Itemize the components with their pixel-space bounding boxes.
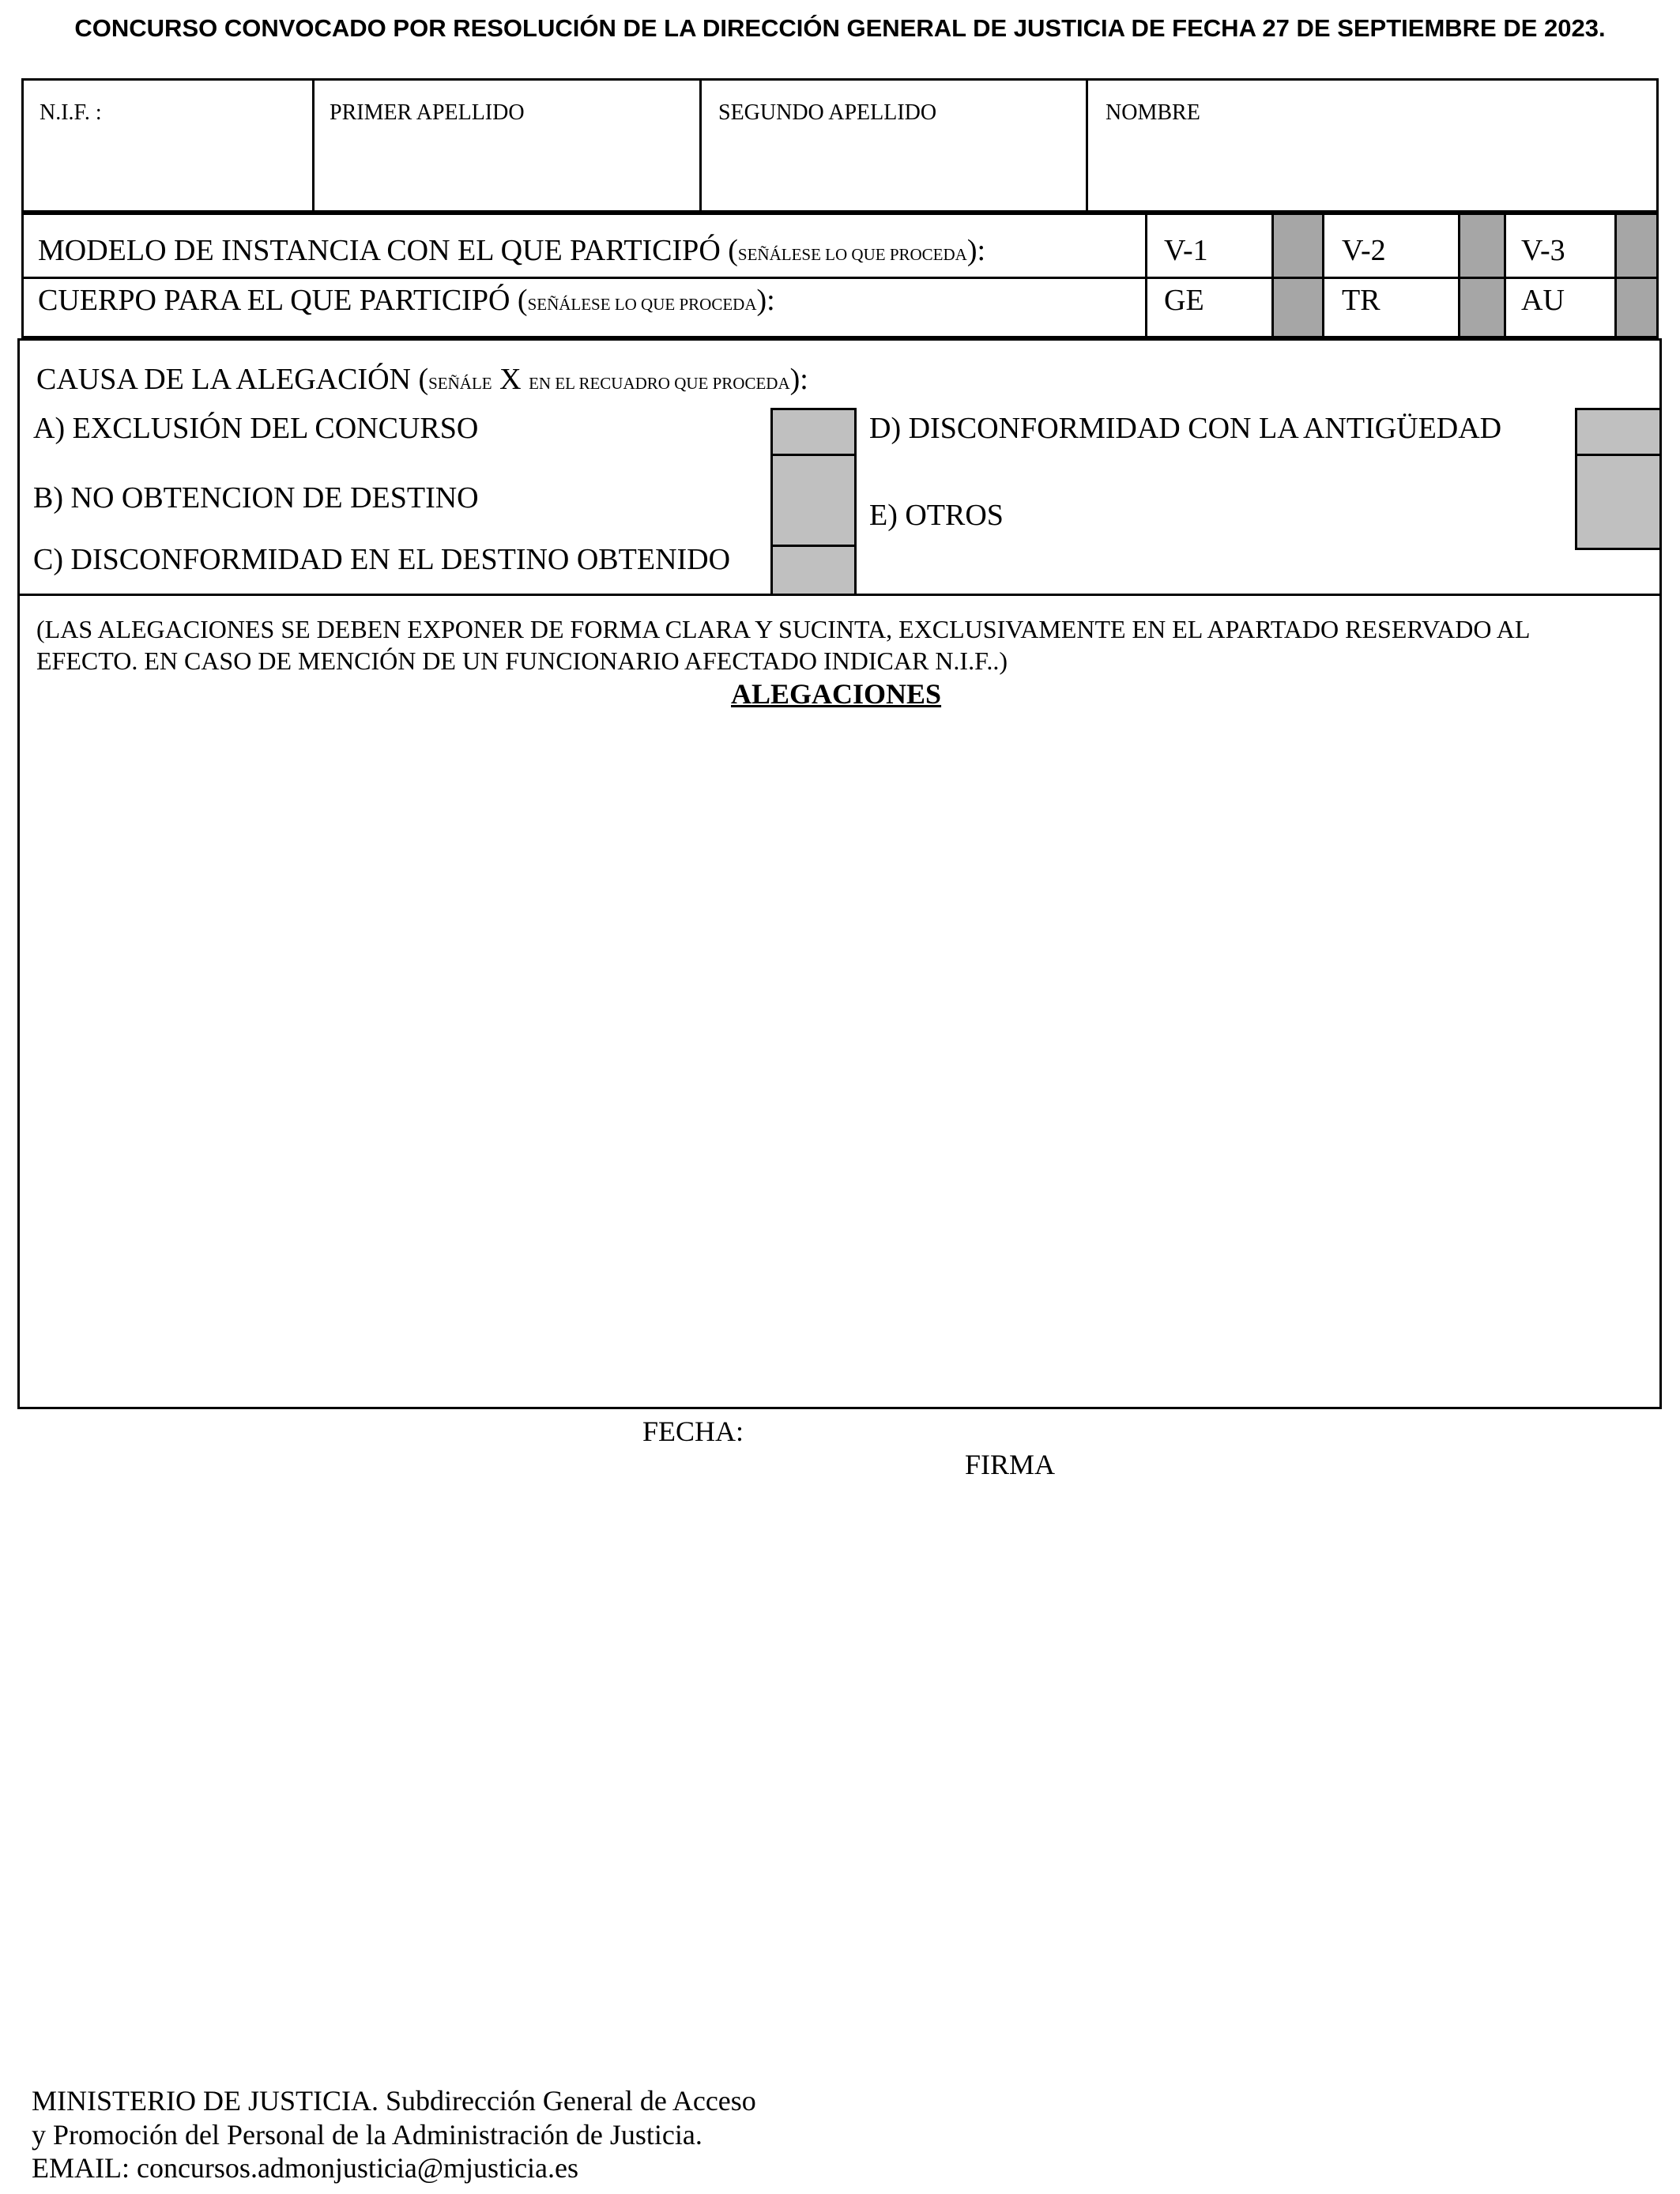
allegations-instructions-2: EFECTO. EN CASO DE MENCIÓN DE UN FUNCIONARIO AFECTADO INDICAR N.I.F..) (36, 647, 1008, 675)
allegations-box[interactable] (17, 594, 1662, 1409)
cause-heading: CAUSA DE LA ALEGACIÓN (SEÑÁLE X EN EL RECUADRO QUE PROCEDA): (36, 363, 808, 396)
second-surname-field[interactable] (718, 100, 936, 126)
option-v2: V-2 (1342, 234, 1386, 267)
nif-field[interactable] (40, 100, 102, 126)
checkbox-cause-e[interactable] (1575, 454, 1662, 550)
name-label: NOMBRE (1106, 100, 1200, 125)
allegations-instructions-1: (LAS ALEGACIONES SE DEBEN EXPONER DE FORMA CLARA Y SUCINTA, EXCLUSIVAMENTE EN EL APARTADO RESERVADO AL (36, 615, 1531, 643)
nif-label: N.I.F. : (40, 100, 102, 125)
checkbox-ge[interactable] (1274, 279, 1322, 336)
cause-option-e: E) OTROS (869, 499, 1004, 532)
footer-line-1: MINISTERIO DE JUSTICIA. Subdirección General de Acceso (32, 2085, 756, 2117)
option-au: AU (1521, 284, 1565, 317)
second-surname-label: SEGUNDO APELLIDO (718, 100, 937, 125)
first-surname-label: PRIMER APELLIDO (330, 100, 525, 125)
signature-label: FIRMA (965, 1449, 1056, 1480)
cause-option-b: B) NO OBTENCION DE DESTINO (33, 481, 479, 515)
name-field[interactable] (1106, 100, 1200, 126)
body-row-label: CUERPO PARA EL QUE PARTICIPÓ (SEÑÁLESE LO QUE PROCEDA): (38, 284, 775, 317)
cause-option-c: C) DISCONFORMIDAD EN EL DESTINO OBTENIDO (33, 543, 731, 576)
checkbox-cause-c[interactable] (770, 545, 857, 596)
checkbox-cause-d[interactable] (1575, 408, 1662, 456)
checkbox-v3[interactable] (1617, 215, 1656, 277)
model-hint: SEÑÁLESE LO QUE PROCEDA (737, 245, 967, 264)
page-title: CONCURSO CONVOCADO POR RESOLUCIÓN DE LA DIRECCIÓN GENERAL DE JUSTICIA DE FECHA 27 DE SEPTIEMBRE DE 2023. (74, 14, 1606, 42)
cause-option-d: D) DISCONFORMIDAD CON LA ANTIGÜEDAD (869, 412, 1502, 445)
body-hint: SEÑÁLESE LO QUE PROCEDA (527, 295, 757, 314)
date-label: FECHA: (642, 1416, 744, 1447)
checkbox-au[interactable] (1617, 279, 1656, 336)
identity-table (21, 78, 1659, 213)
footer-email[interactable]: EMAIL: concursos.admonjusticia@mjusticia.es (32, 2152, 579, 2184)
checkbox-v1[interactable] (1274, 215, 1322, 277)
checkbox-cause-a[interactable] (770, 408, 857, 456)
option-ge: GE (1164, 284, 1204, 317)
checkbox-v2[interactable] (1460, 215, 1504, 277)
allegations-heading: ALEGACIONES (731, 678, 942, 710)
checkbox-cause-b[interactable] (770, 454, 857, 547)
option-v3: V-3 (1521, 234, 1565, 267)
model-row-label: MODELO DE INSTANCIA CON EL QUE PARTICIPÓ (SEÑÁLESE LO QUE PROCEDA): (38, 234, 986, 267)
option-tr: TR (1342, 284, 1381, 317)
first-surname-field[interactable] (330, 100, 525, 126)
footer-line-2: y Promoción del Personal de la Administración de Justicia. (32, 2119, 703, 2151)
participation-table (21, 213, 1659, 338)
option-v1: V-1 (1164, 234, 1208, 267)
cause-option-a: A) EXCLUSIÓN DEL CONCURSO (33, 412, 479, 445)
checkbox-tr[interactable] (1460, 279, 1504, 336)
